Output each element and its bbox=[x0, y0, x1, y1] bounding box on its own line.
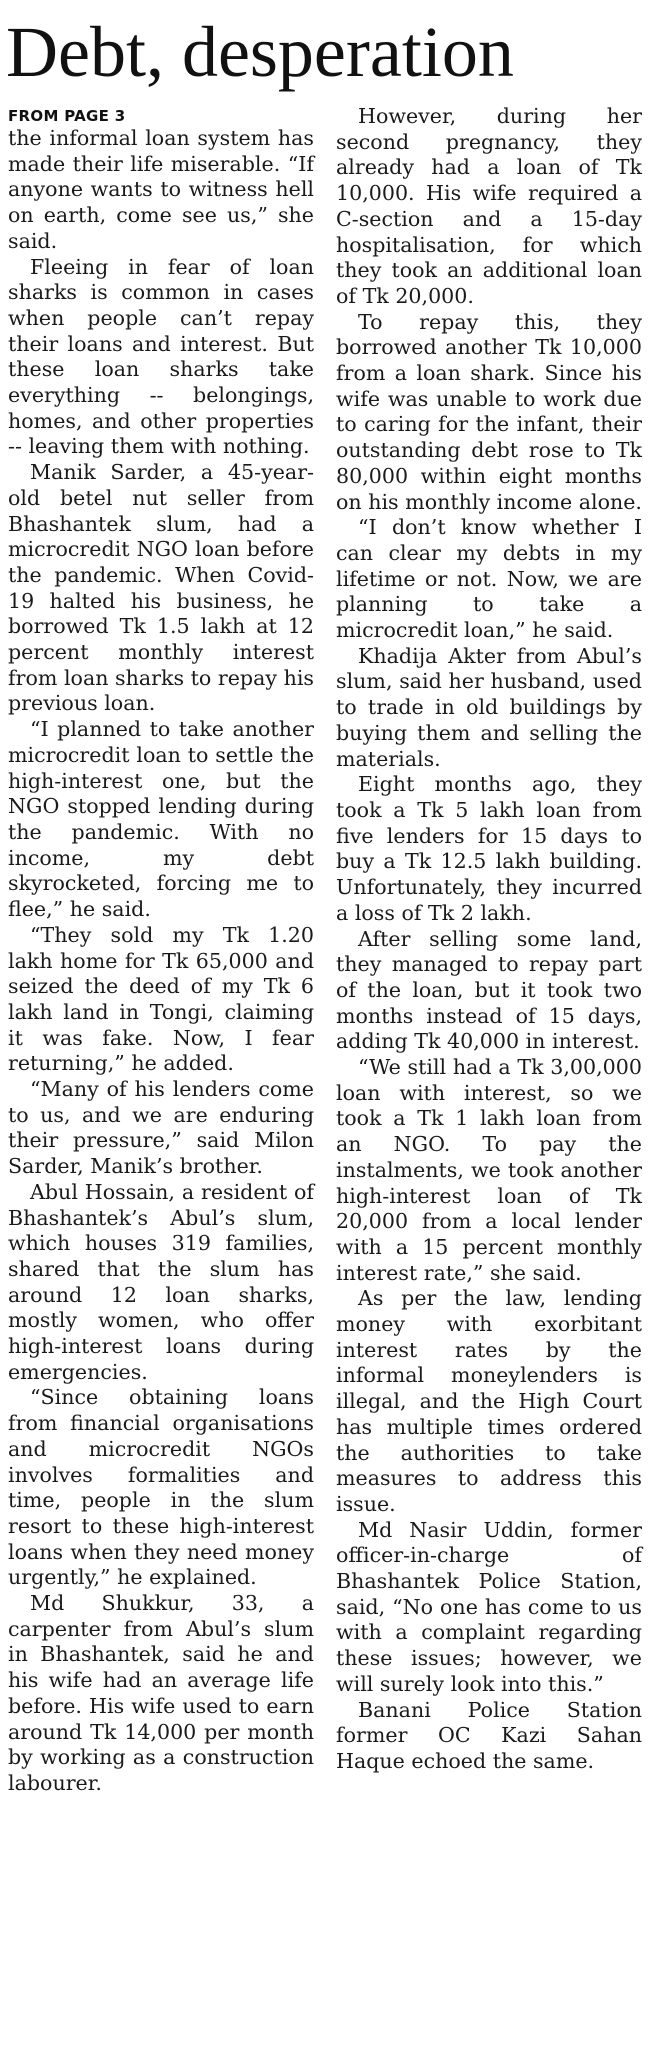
paragraph: “I don’t know whether I can clear my debts in my lifetime or not. Now, we are planning to take a microcredit loan,” he said. bbox=[336, 515, 642, 643]
paragraph: After selling some land, they managed to repay part of the loan, but it took two months instead of 15 days, adding Tk 40,000 in interest. bbox=[336, 926, 642, 1054]
headline: Debt, desperation bbox=[6, 12, 514, 92]
paragraph: the informal loan system has made their life miserable. “If anyone wants to witness hell on earth, come see us,” she said. bbox=[8, 126, 314, 253]
article-column-left bbox=[8, 104, 314, 1797]
paragraph: “We still had a Tk 3,00,000 loan with interest, so we took a Tk 1 lakh loan from an NGO. To pay the instalments, we took another high-interest loan of Tk 20,000 from a local lender with a 15 percent monthly interest rate,” she said. bbox=[336, 1055, 642, 1285]
jump-line: FROM PAGE 3 bbox=[8, 107, 126, 125]
paragraph: “I planned to take another microcredit loan to settle the high-interest one, but the NGO stopped lending during the pandemic. With no income, my debt skyrocketed, forcing me to flee,” he said. bbox=[8, 717, 314, 922]
paragraph: Manik Sarder, a 45-year-old betel nut seller from Bhashantek slum, had a microcredit NGO loan before the pandemic. When Covid-19 halted his business, he borrowed Tk 1.5 lakh at 12 percent monthly interest from loan sharks to repay his previous loan. bbox=[8, 460, 314, 716]
paragraph: “Many of his lenders come to us, and we are enduring their pressure,” said Milon Sarder, Manik’s brother. bbox=[8, 1077, 314, 1179]
paragraph: Fleeing in fear of loan sharks is common in cases when people can’t repay their loans and interest. But these loan sharks take everything -- belongings, homes, and other properties -- leaving them with nothing. bbox=[8, 254, 314, 459]
paragraph: “They sold my Tk 1.20 lakh home for Tk 65,000 and seized the deed of my Tk 6 lakh land in Tongi, claiming it was fake. Now, I fear returning,” he added. bbox=[8, 922, 314, 1076]
paragraph: Banani Police Station former OC Kazi Sahan Haque echoed the same. bbox=[336, 1697, 642, 1773]
paragraph: To repay this, they borrowed another Tk 10,000 from a loan shark. Since his wife was unable to work due to caring for the infant, their outstanding debt rose to Tk 80,000 within eight months on his monthly income alone. bbox=[336, 309, 642, 514]
paragraph: However, during her second pregnancy, they already had a loan of Tk 10,000. His wife required a C-section and a 15-day hospitalisation, for which they took an additional loan of Tk 20,000. bbox=[336, 104, 642, 308]
paragraph: Eight months ago, they took a Tk 5 lakh loan from five lenders for 15 days to buy a Tk 12.5 lakh building. Unfortunately, they incurred a loss of Tk 2 lakh. bbox=[336, 772, 642, 925]
paragraph: Khadija Akter from Abul’s slum, said her husband, used to trade in old buildings by buying them and selling the materials. bbox=[336, 643, 642, 771]
paragraph: Md Shukkur, 33, a carpenter from Abul’s slum in Bhashantek, said he and his wife had an average life before. His wife used to earn around Tk 14,000 per month by working as a construction labourer. bbox=[8, 1591, 314, 1795]
paragraph: As per the law, lending money with exorbitant interest rates by the informal moneylenders is illegal, and the High Court has multiple times ordered the authorities to take measures to address this issue. bbox=[336, 1286, 642, 1516]
article-column-right bbox=[336, 104, 642, 1775]
paragraph: “Since obtaining loans from financial organisations and microcredit NGOs involves formalities and time, people in the slum resort to these high-interest loans when they need money urgently,” he explained. bbox=[8, 1385, 314, 1590]
paragraph: Md Nasir Uddin, former officer-in-charge of Bhashantek Police Station, said, “No one has come to us with a complaint regarding these issues; however, we will surely look into this.” bbox=[336, 1517, 642, 1696]
paragraph: Abul Hossain, a resident of Bhashantek’s Abul’s slum, which houses 319 families, shared that the slum has around 12 loan sharks, mostly women, who offer high-interest loans during emergencies. bbox=[8, 1179, 314, 1384]
